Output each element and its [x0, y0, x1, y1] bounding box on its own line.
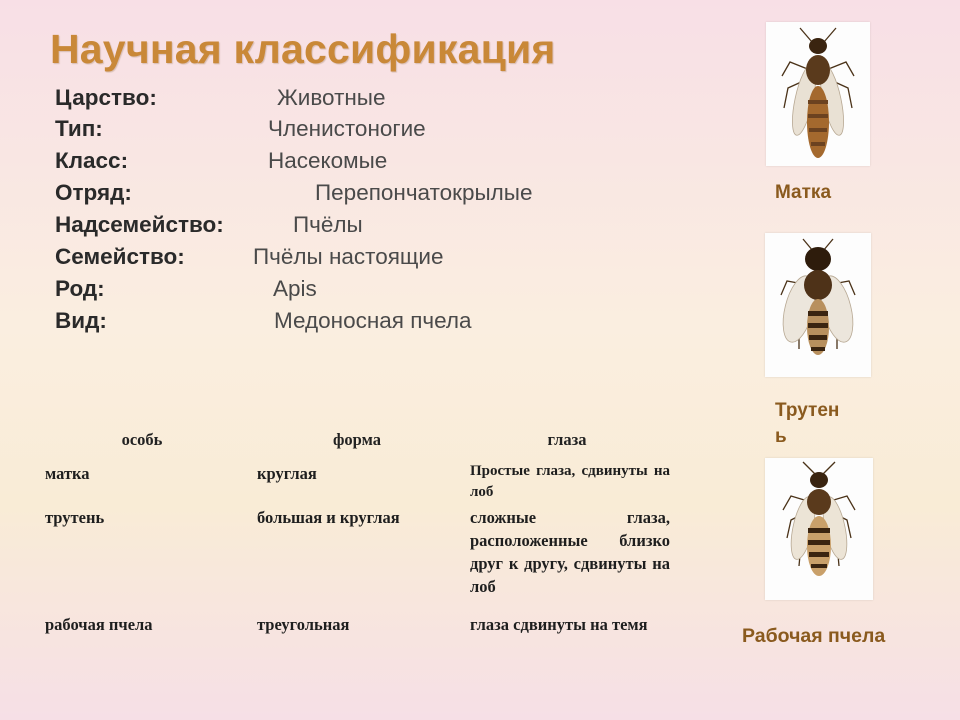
classification-row — [55, 146, 388, 176]
drone-bee-photo — [765, 233, 871, 377]
queen-caption: Матка — [775, 182, 832, 203]
rank-label: Семейство: — [55, 244, 185, 269]
worker-bee-photo — [765, 458, 873, 600]
worker-caption: Рабочая пчела — [742, 625, 886, 647]
classification-row — [55, 178, 533, 208]
rank-value: Членистоногие — [268, 116, 426, 141]
table-cell: треугольная — [257, 615, 350, 634]
table-cell: Простые глаза, сдвинуты на лоб — [470, 463, 670, 500]
rank-value: Медоносная пчела — [274, 308, 472, 333]
table-cell: матка — [45, 464, 90, 483]
rank-label: Царство: — [55, 85, 157, 110]
rank-value: Перепончатокрылые — [315, 180, 533, 205]
drone-caption — [775, 398, 839, 450]
table-cell: глаза сдвинуты на темя — [470, 615, 648, 634]
rank-label: Класс: — [55, 148, 129, 173]
rank-label: Род: — [55, 276, 105, 301]
classification-row — [55, 114, 426, 144]
drone-caption-line: Трутен — [775, 400, 840, 421]
page-title: Научная классификация — [50, 26, 556, 72]
rank-label: Отряд: — [55, 180, 132, 205]
worker-bee-icon — [765, 458, 873, 600]
classification-row — [55, 210, 363, 240]
classification-row — [55, 83, 386, 113]
rank-label: Тип: — [55, 116, 103, 141]
rank-label: Вид: — [55, 308, 107, 333]
table-cell: большая и круглая — [257, 508, 400, 527]
rank-value: Животные — [277, 85, 386, 110]
table-cell: круглая — [257, 464, 317, 483]
classification-row — [55, 274, 317, 304]
table-cell: рабочая пчела — [45, 615, 153, 634]
rank-value: Пчёлы настоящие — [253, 244, 444, 269]
table-header: особь — [121, 430, 163, 449]
drone-bee-icon — [765, 233, 871, 377]
table-header: глаза — [547, 430, 587, 449]
queen-bee-icon — [766, 22, 870, 166]
rank-value: Насекомые — [268, 148, 388, 173]
classification-row — [55, 306, 472, 336]
drone-caption-line: ь — [775, 426, 787, 447]
queen-bee-photo — [766, 22, 870, 166]
table-header: форма — [333, 430, 381, 449]
table-cell: сложные глаза, расположенные близко друг к другу, сдвинуты на лоб — [470, 508, 670, 596]
table-cell: трутень — [45, 508, 105, 527]
rank-value: Пчёлы — [293, 212, 363, 237]
rank-value: Apis — [273, 276, 317, 301]
rank-label: Надсемейство: — [55, 212, 224, 237]
classification-row — [55, 242, 444, 272]
